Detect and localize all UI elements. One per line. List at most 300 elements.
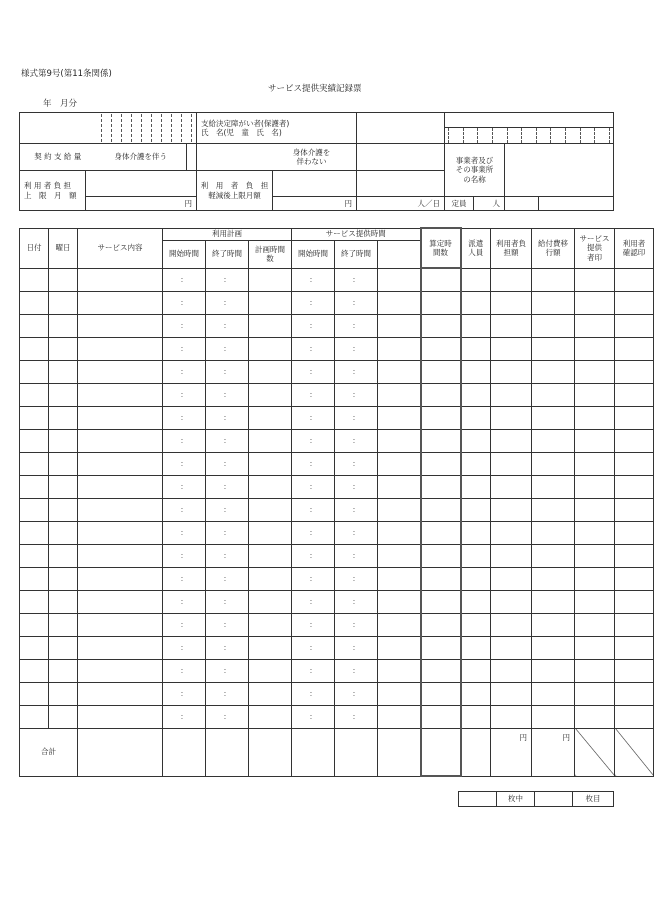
user-confirm-cell[interactable] — [615, 475, 654, 498]
service-cell[interactable] — [78, 705, 163, 728]
recipient-number-cell[interactable] — [20, 113, 197, 144]
provider-extra-2[interactable] — [539, 197, 614, 211]
plan-start-cell[interactable]: ： — [163, 705, 206, 728]
service-cell[interactable] — [78, 682, 163, 705]
service-cell[interactable] — [78, 337, 163, 360]
plan-end-cell[interactable]: ： — [206, 429, 249, 452]
weekday-cell[interactable] — [49, 590, 78, 613]
user-confirm-cell[interactable] — [615, 682, 654, 705]
actual-end-cell[interactable]: ： — [335, 475, 378, 498]
weekday-cell[interactable] — [49, 337, 78, 360]
provider-stamp-cell[interactable] — [575, 590, 615, 613]
actual-start-cell[interactable]: ： — [292, 452, 335, 475]
plan-hours-cell[interactable] — [249, 659, 292, 682]
calc-hours-cell[interactable] — [421, 659, 461, 682]
plan-hours-cell[interactable] — [249, 567, 292, 590]
calc-hours-cell[interactable] — [421, 705, 461, 728]
actual-end-cell[interactable]: ： — [335, 590, 378, 613]
provider-stamp-cell[interactable] — [575, 360, 615, 383]
dispatch-cell[interactable] — [461, 452, 491, 475]
plan-end-cell[interactable]: ： — [206, 682, 249, 705]
plan-end-cell[interactable]: ： — [206, 659, 249, 682]
burden-cell[interactable] — [491, 406, 532, 429]
daily-capacity-value[interactable] — [357, 171, 445, 197]
weekday-cell[interactable] — [49, 705, 78, 728]
plan-hours-cell[interactable] — [249, 498, 292, 521]
plan-hours-cell[interactable] — [249, 544, 292, 567]
spare-cell[interactable] — [378, 452, 421, 475]
user-confirm-cell[interactable] — [615, 613, 654, 636]
provider-stamp-cell[interactable] — [575, 567, 615, 590]
provider-stamp-cell[interactable] — [575, 452, 615, 475]
service-cell[interactable] — [78, 429, 163, 452]
burden-cell[interactable] — [491, 383, 532, 406]
recipient-name-cell[interactable] — [357, 113, 445, 144]
benefit-cell[interactable] — [532, 337, 575, 360]
weekday-cell[interactable] — [49, 498, 78, 521]
user-confirm-cell[interactable] — [615, 705, 654, 728]
plan-start-cell[interactable]: ： — [163, 567, 206, 590]
service-cell[interactable] — [78, 291, 163, 314]
benefit-cell[interactable] — [532, 406, 575, 429]
benefit-cell[interactable] — [532, 475, 575, 498]
service-cell[interactable] — [78, 360, 163, 383]
benefit-cell[interactable] — [532, 360, 575, 383]
total-dispatch[interactable] — [461, 728, 491, 776]
actual-end-cell[interactable]: ： — [335, 268, 378, 291]
plan-hours-cell[interactable] — [249, 383, 292, 406]
actual-end-cell[interactable]: ： — [335, 613, 378, 636]
calc-hours-cell[interactable] — [421, 268, 461, 291]
burden-cell[interactable] — [491, 590, 532, 613]
user-confirm-cell[interactable] — [615, 544, 654, 567]
plan-start-cell[interactable]: ： — [163, 521, 206, 544]
plan-hours-cell[interactable] — [249, 521, 292, 544]
plan-start-cell[interactable]: ： — [163, 590, 206, 613]
dispatch-cell[interactable] — [461, 498, 491, 521]
benefit-cell[interactable] — [532, 590, 575, 613]
user-confirm-cell[interactable] — [615, 383, 654, 406]
actual-start-cell[interactable]: ： — [292, 429, 335, 452]
actual-end-cell[interactable]: ： — [335, 337, 378, 360]
plan-hours-cell[interactable] — [249, 406, 292, 429]
provider-stamp-cell[interactable] — [575, 406, 615, 429]
service-cell[interactable] — [78, 452, 163, 475]
actual-start-cell[interactable]: ： — [292, 268, 335, 291]
date-cell[interactable] — [20, 682, 49, 705]
dispatch-cell[interactable] — [461, 383, 491, 406]
calc-hours-cell[interactable] — [421, 383, 461, 406]
calc-hours-cell[interactable] — [421, 429, 461, 452]
plan-start-cell[interactable]: ： — [163, 406, 206, 429]
weekday-cell[interactable] — [49, 383, 78, 406]
actual-end-cell[interactable]: ： — [335, 636, 378, 659]
dispatch-cell[interactable] — [461, 567, 491, 590]
actual-end-cell[interactable]: ： — [335, 291, 378, 314]
dispatch-cell[interactable] — [461, 613, 491, 636]
burden-cell[interactable] — [491, 498, 532, 521]
total-benefit[interactable]: 円 — [532, 728, 575, 776]
plan-end-cell[interactable]: ： — [206, 268, 249, 291]
date-cell[interactable] — [20, 590, 49, 613]
burden-limit-value[interactable] — [86, 171, 197, 197]
calc-hours-cell[interactable] — [421, 636, 461, 659]
nonphysical-care-value[interactable] — [357, 144, 445, 171]
date-cell[interactable] — [20, 314, 49, 337]
actual-end-cell[interactable]: ： — [335, 429, 378, 452]
actual-start-cell[interactable]: ： — [292, 705, 335, 728]
sheet-current-value[interactable] — [535, 792, 573, 807]
provider-extra-1[interactable] — [505, 197, 539, 211]
plan-hours-cell[interactable] — [249, 705, 292, 728]
calc-hours-cell[interactable] — [421, 682, 461, 705]
calc-hours-cell[interactable] — [421, 452, 461, 475]
plan-end-cell[interactable]: ： — [206, 360, 249, 383]
burden-cell[interactable] — [491, 705, 532, 728]
user-confirm-cell[interactable] — [615, 314, 654, 337]
total-burden[interactable]: 円 — [491, 728, 532, 776]
weekday-cell[interactable] — [49, 636, 78, 659]
service-cell[interactable] — [78, 613, 163, 636]
plan-end-cell[interactable]: ： — [206, 291, 249, 314]
benefit-cell[interactable] — [532, 268, 575, 291]
actual-start-cell[interactable]: ： — [292, 636, 335, 659]
calc-hours-cell[interactable] — [421, 498, 461, 521]
weekday-cell[interactable] — [49, 682, 78, 705]
plan-end-cell[interactable]: ： — [206, 613, 249, 636]
spare-cell[interactable] — [378, 613, 421, 636]
weekday-cell[interactable] — [49, 406, 78, 429]
actual-start-cell[interactable]: ： — [292, 590, 335, 613]
plan-end-cell[interactable]: ： — [206, 567, 249, 590]
dispatch-cell[interactable] — [461, 360, 491, 383]
date-cell[interactable] — [20, 360, 49, 383]
date-cell[interactable] — [20, 383, 49, 406]
service-cell[interactable] — [78, 406, 163, 429]
burden-cell[interactable] — [491, 360, 532, 383]
service-cell[interactable] — [78, 475, 163, 498]
plan-start-cell[interactable]: ： — [163, 337, 206, 360]
actual-start-cell[interactable]: ： — [292, 406, 335, 429]
actual-start-cell[interactable]: ： — [292, 337, 335, 360]
burden-cell[interactable] — [491, 544, 532, 567]
provider-stamp-cell[interactable] — [575, 268, 615, 291]
date-cell[interactable] — [20, 613, 49, 636]
date-cell[interactable] — [20, 268, 49, 291]
weekday-cell[interactable] — [49, 452, 78, 475]
date-cell[interactable] — [20, 406, 49, 429]
dispatch-cell[interactable] — [461, 291, 491, 314]
weekday-cell[interactable] — [49, 360, 78, 383]
plan-start-cell[interactable]: ： — [163, 291, 206, 314]
provider-stamp-cell[interactable] — [575, 475, 615, 498]
provider-stamp-cell[interactable] — [575, 705, 615, 728]
provider-stamp-cell[interactable] — [575, 682, 615, 705]
benefit-cell[interactable] — [532, 705, 575, 728]
dispatch-cell[interactable] — [461, 659, 491, 682]
burden-cell[interactable] — [491, 452, 532, 475]
service-cell[interactable] — [78, 590, 163, 613]
actual-end-cell[interactable]: ： — [335, 521, 378, 544]
date-cell[interactable] — [20, 452, 49, 475]
plan-start-cell[interactable]: ： — [163, 314, 206, 337]
plan-end-cell[interactable]: ： — [206, 521, 249, 544]
date-cell[interactable] — [20, 521, 49, 544]
burden-cell[interactable] — [491, 337, 532, 360]
burden-cell[interactable] — [491, 567, 532, 590]
user-confirm-cell[interactable] — [615, 590, 654, 613]
actual-end-cell[interactable]: ： — [335, 360, 378, 383]
date-cell[interactable] — [20, 291, 49, 314]
actual-end-cell[interactable]: ： — [335, 544, 378, 567]
sheet-total-value[interactable] — [459, 792, 497, 807]
plan-end-cell[interactable]: ： — [206, 544, 249, 567]
dispatch-cell[interactable] — [461, 406, 491, 429]
provider-stamp-cell[interactable] — [575, 521, 615, 544]
plan-start-cell[interactable]: ： — [163, 498, 206, 521]
benefit-cell[interactable] — [532, 452, 575, 475]
actual-end-cell[interactable]: ： — [335, 705, 378, 728]
weekday-cell[interactable] — [49, 613, 78, 636]
plan-hours-cell[interactable] — [249, 268, 292, 291]
spare-cell[interactable] — [378, 406, 421, 429]
provider-stamp-cell[interactable] — [575, 636, 615, 659]
burden-cell[interactable] — [491, 613, 532, 636]
plan-start-cell[interactable]: ： — [163, 682, 206, 705]
user-confirm-cell[interactable] — [615, 521, 654, 544]
dispatch-cell[interactable] — [461, 682, 491, 705]
plan-end-cell[interactable]: ： — [206, 705, 249, 728]
plan-start-cell[interactable]: ： — [163, 383, 206, 406]
actual-end-cell[interactable]: ： — [335, 659, 378, 682]
total-plan-hours[interactable] — [249, 728, 292, 776]
actual-start-cell[interactable]: ： — [292, 659, 335, 682]
plan-hours-cell[interactable] — [249, 360, 292, 383]
burden-cell[interactable] — [491, 475, 532, 498]
calc-hours-cell[interactable] — [421, 314, 461, 337]
actual-start-cell[interactable]: ： — [292, 383, 335, 406]
plan-start-cell[interactable]: ： — [163, 544, 206, 567]
dispatch-cell[interactable] — [461, 268, 491, 291]
plan-hours-cell[interactable] — [249, 475, 292, 498]
actual-start-cell[interactable]: ： — [292, 360, 335, 383]
spare-cell[interactable] — [378, 590, 421, 613]
user-confirm-cell[interactable] — [615, 567, 654, 590]
spare-cell[interactable] — [378, 636, 421, 659]
spare-cell[interactable] — [378, 705, 421, 728]
actual-start-cell[interactable]: ： — [292, 567, 335, 590]
burden-cell[interactable] — [491, 429, 532, 452]
date-cell[interactable] — [20, 337, 49, 360]
plan-end-cell[interactable]: ： — [206, 498, 249, 521]
actual-end-cell[interactable]: ： — [335, 383, 378, 406]
service-cell[interactable] — [78, 544, 163, 567]
service-cell[interactable] — [78, 659, 163, 682]
calc-hours-cell[interactable] — [421, 567, 461, 590]
burden-cell[interactable] — [491, 682, 532, 705]
plan-end-cell[interactable]: ： — [206, 314, 249, 337]
plan-start-cell[interactable]: ： — [163, 429, 206, 452]
burden-cell[interactable] — [491, 291, 532, 314]
spare-cell[interactable] — [378, 475, 421, 498]
spare-cell[interactable] — [378, 360, 421, 383]
date-cell[interactable] — [20, 636, 49, 659]
plan-start-cell[interactable]: ： — [163, 360, 206, 383]
user-confirm-cell[interactable] — [615, 291, 654, 314]
spare-cell[interactable] — [378, 291, 421, 314]
reduced-limit-value[interactable] — [273, 171, 357, 197]
weekday-cell[interactable] — [49, 567, 78, 590]
actual-start-cell[interactable]: ： — [292, 521, 335, 544]
benefit-cell[interactable] — [532, 682, 575, 705]
actual-start-cell[interactable]: ： — [292, 682, 335, 705]
spare-cell[interactable] — [378, 498, 421, 521]
burden-cell[interactable] — [491, 521, 532, 544]
date-cell[interactable] — [20, 544, 49, 567]
calc-hours-cell[interactable] — [421, 590, 461, 613]
weekday-cell[interactable] — [49, 475, 78, 498]
burden-cell[interactable] — [491, 659, 532, 682]
service-cell[interactable] — [78, 268, 163, 291]
user-confirm-cell[interactable] — [615, 337, 654, 360]
calc-hours-cell[interactable] — [421, 521, 461, 544]
benefit-cell[interactable] — [532, 544, 575, 567]
benefit-cell[interactable] — [532, 314, 575, 337]
plan-start-cell[interactable]: ： — [163, 475, 206, 498]
date-cell[interactable] — [20, 475, 49, 498]
dispatch-cell[interactable] — [461, 590, 491, 613]
total-calc-hours[interactable] — [421, 728, 461, 776]
actual-start-cell[interactable]: ： — [292, 544, 335, 567]
calc-hours-cell[interactable] — [421, 360, 461, 383]
spare-cell[interactable] — [378, 314, 421, 337]
dispatch-cell[interactable] — [461, 337, 491, 360]
spare-cell[interactable] — [378, 429, 421, 452]
spare-cell[interactable] — [378, 544, 421, 567]
actual-start-cell[interactable]: ： — [292, 314, 335, 337]
spare-cell[interactable] — [378, 337, 421, 360]
provider-stamp-cell[interactable] — [575, 291, 615, 314]
plan-hours-cell[interactable] — [249, 314, 292, 337]
service-cell[interactable] — [78, 314, 163, 337]
dispatch-cell[interactable] — [461, 314, 491, 337]
date-cell[interactable] — [20, 567, 49, 590]
user-confirm-cell[interactable] — [615, 636, 654, 659]
weekday-cell[interactable] — [49, 291, 78, 314]
dispatch-cell[interactable] — [461, 475, 491, 498]
calc-hours-cell[interactable] — [421, 291, 461, 314]
provider-name-value[interactable] — [505, 144, 614, 197]
plan-end-cell[interactable]: ： — [206, 452, 249, 475]
user-confirm-cell[interactable] — [615, 452, 654, 475]
plan-end-cell[interactable]: ： — [206, 636, 249, 659]
physical-care-value[interactable] — [187, 144, 197, 171]
plan-hours-cell[interactable] — [249, 636, 292, 659]
actual-end-cell[interactable]: ： — [335, 682, 378, 705]
provider-stamp-cell[interactable] — [575, 314, 615, 337]
calc-hours-cell[interactable] — [421, 406, 461, 429]
actual-end-cell[interactable]: ： — [335, 452, 378, 475]
calc-hours-cell[interactable] — [421, 613, 461, 636]
actual-end-cell[interactable]: ： — [335, 406, 378, 429]
service-cell[interactable] — [78, 521, 163, 544]
user-confirm-cell[interactable] — [615, 659, 654, 682]
spare-cell[interactable] — [378, 567, 421, 590]
weekday-cell[interactable] — [49, 521, 78, 544]
plan-start-cell[interactable]: ： — [163, 659, 206, 682]
plan-end-cell[interactable]: ： — [206, 337, 249, 360]
spare-cell[interactable] — [378, 659, 421, 682]
plan-start-cell[interactable]: ： — [163, 613, 206, 636]
benefit-cell[interactable] — [532, 498, 575, 521]
user-confirm-cell[interactable] — [615, 406, 654, 429]
burden-cell[interactable] — [491, 268, 532, 291]
plan-start-cell[interactable]: ： — [163, 452, 206, 475]
weekday-cell[interactable] — [49, 268, 78, 291]
weekday-cell[interactable] — [49, 429, 78, 452]
calc-hours-cell[interactable] — [421, 475, 461, 498]
service-cell[interactable] — [78, 636, 163, 659]
dispatch-cell[interactable] — [461, 429, 491, 452]
plan-hours-cell[interactable] — [249, 291, 292, 314]
date-cell[interactable] — [20, 498, 49, 521]
service-cell[interactable] — [78, 383, 163, 406]
actual-start-cell[interactable]: ： — [292, 291, 335, 314]
weekday-cell[interactable] — [49, 314, 78, 337]
actual-end-cell[interactable]: ： — [335, 498, 378, 521]
provider-stamp-cell[interactable] — [575, 659, 615, 682]
provider-stamp-cell[interactable] — [575, 544, 615, 567]
spare-cell[interactable] — [378, 521, 421, 544]
actual-end-cell[interactable]: ： — [335, 314, 378, 337]
dispatch-cell[interactable] — [461, 705, 491, 728]
provider-stamp-cell[interactable] — [575, 383, 615, 406]
burden-cell[interactable] — [491, 636, 532, 659]
date-cell[interactable] — [20, 705, 49, 728]
plan-end-cell[interactable]: ： — [206, 406, 249, 429]
benefit-cell[interactable] — [532, 383, 575, 406]
plan-end-cell[interactable]: ： — [206, 383, 249, 406]
benefit-cell[interactable] — [532, 613, 575, 636]
plan-hours-cell[interactable] — [249, 337, 292, 360]
benefit-cell[interactable] — [532, 659, 575, 682]
plan-end-cell[interactable]: ： — [206, 475, 249, 498]
provider-stamp-cell[interactable] — [575, 613, 615, 636]
plan-hours-cell[interactable] — [249, 590, 292, 613]
user-confirm-cell[interactable] — [615, 498, 654, 521]
actual-end-cell[interactable]: ： — [335, 567, 378, 590]
benefit-cell[interactable] — [532, 636, 575, 659]
calc-hours-cell[interactable] — [421, 337, 461, 360]
actual-start-cell[interactable]: ： — [292, 475, 335, 498]
user-confirm-cell[interactable] — [615, 360, 654, 383]
plan-hours-cell[interactable] — [249, 429, 292, 452]
calc-hours-cell[interactable] — [421, 544, 461, 567]
benefit-cell[interactable] — [532, 521, 575, 544]
plan-hours-cell[interactable] — [249, 682, 292, 705]
plan-hours-cell[interactable] — [249, 613, 292, 636]
service-cell[interactable] — [78, 498, 163, 521]
plan-start-cell[interactable]: ： — [163, 268, 206, 291]
provider-stamp-cell[interactable] — [575, 498, 615, 521]
plan-hours-cell[interactable] — [249, 452, 292, 475]
spare-cell[interactable] — [378, 268, 421, 291]
provider-stamp-cell[interactable] — [575, 429, 615, 452]
user-confirm-cell[interactable] — [615, 268, 654, 291]
dispatch-cell[interactable] — [461, 544, 491, 567]
weekday-cell[interactable] — [49, 659, 78, 682]
provider-number-cell[interactable] — [445, 113, 614, 144]
